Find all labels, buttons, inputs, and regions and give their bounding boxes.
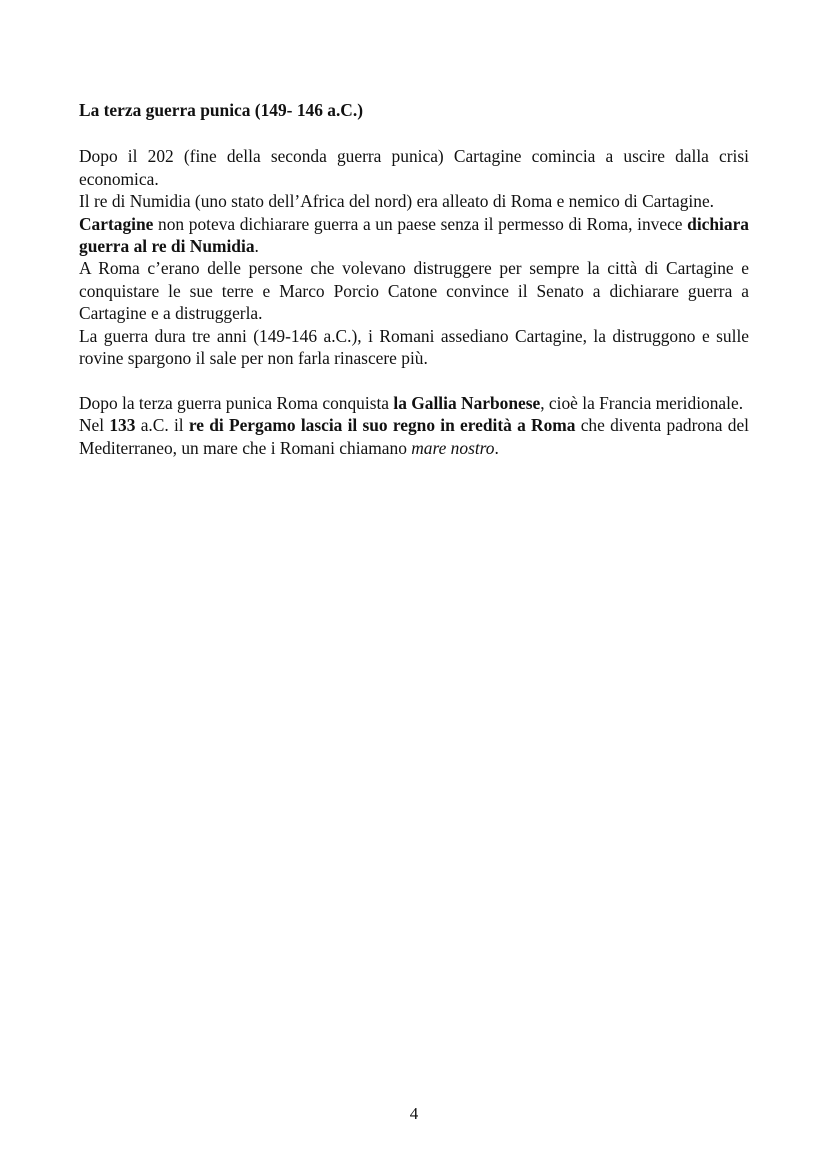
paragraph-gap: [79, 369, 749, 391]
document-body: [79, 99, 749, 459]
page-number: 4: [409, 1104, 419, 1123]
section-title: La terza guerra punica (149- 146 a.C.): [79, 100, 363, 120]
paragraph-text: non poteva dichiarare guerra a un paese senza il permesso di Roma, invece: [153, 213, 688, 234]
paragraph-text: .: [494, 437, 499, 458]
bold-gallia-narbonese: la Gallia Narbonese: [393, 392, 541, 413]
paragraph-text: Il re di Numidia (uno stato dell’Africa del nord) era alleato di Roma e nemico di Cartagine.: [79, 191, 715, 212]
paragraph-text: La guerra dura tre anni (149-146 a.C.), i Romani assediano Cartagine, la distruggono e sulle rovine spargono il sale per non farla rinascere più.: [79, 325, 749, 369]
paragraph-carthage-war: [79, 213, 749, 258]
paragraph-cato-senate: [79, 257, 749, 324]
paragraph-text: , cioè la Francia meridionale.: [540, 392, 744, 413]
paragraph-text: A Roma c’erano delle persone che volevano distruggere per sempre la città di Cartagine e conquistare le sue terre e Marco Porcio Catone convince il Senato a dichiarare guerra a Cartagine e a distruggerla.: [79, 258, 749, 324]
paragraph-war-duration: [79, 325, 749, 370]
bold-declares-war: dichiara guerra al re di Numidia: [79, 213, 749, 257]
italic-mare-nostro: mare nostro: [411, 437, 495, 458]
paragraph-gallia-narbonese: [79, 392, 749, 414]
paragraph-numidia-alliance: [79, 190, 749, 212]
paragraph-text: Nel: [79, 415, 110, 436]
bold-year-133: 133: [109, 415, 136, 436]
paragraph-text: che diventa padrona del Mediterraneo, un mare che i Romani chiamano: [79, 415, 749, 458]
paragraph-text: Dopo la terza guerra punica Roma conquista: [79, 392, 394, 413]
bold-pergamon-inheritance: re di Pergamo lascia il suo regno in eredità a Roma: [188, 415, 576, 436]
paragraph-text: a.C. il: [135, 415, 189, 436]
paragraph-text: .: [254, 236, 259, 257]
paragraph-text: Dopo il 202 (fine della seconda guerra punica) Cartagine comincia a uscire dalla crisi economica.: [79, 146, 749, 189]
paragraph-pergamon: [79, 414, 749, 459]
bold-carthage: Cartagine: [79, 213, 154, 234]
paragraph-economic-recovery: [79, 145, 749, 190]
